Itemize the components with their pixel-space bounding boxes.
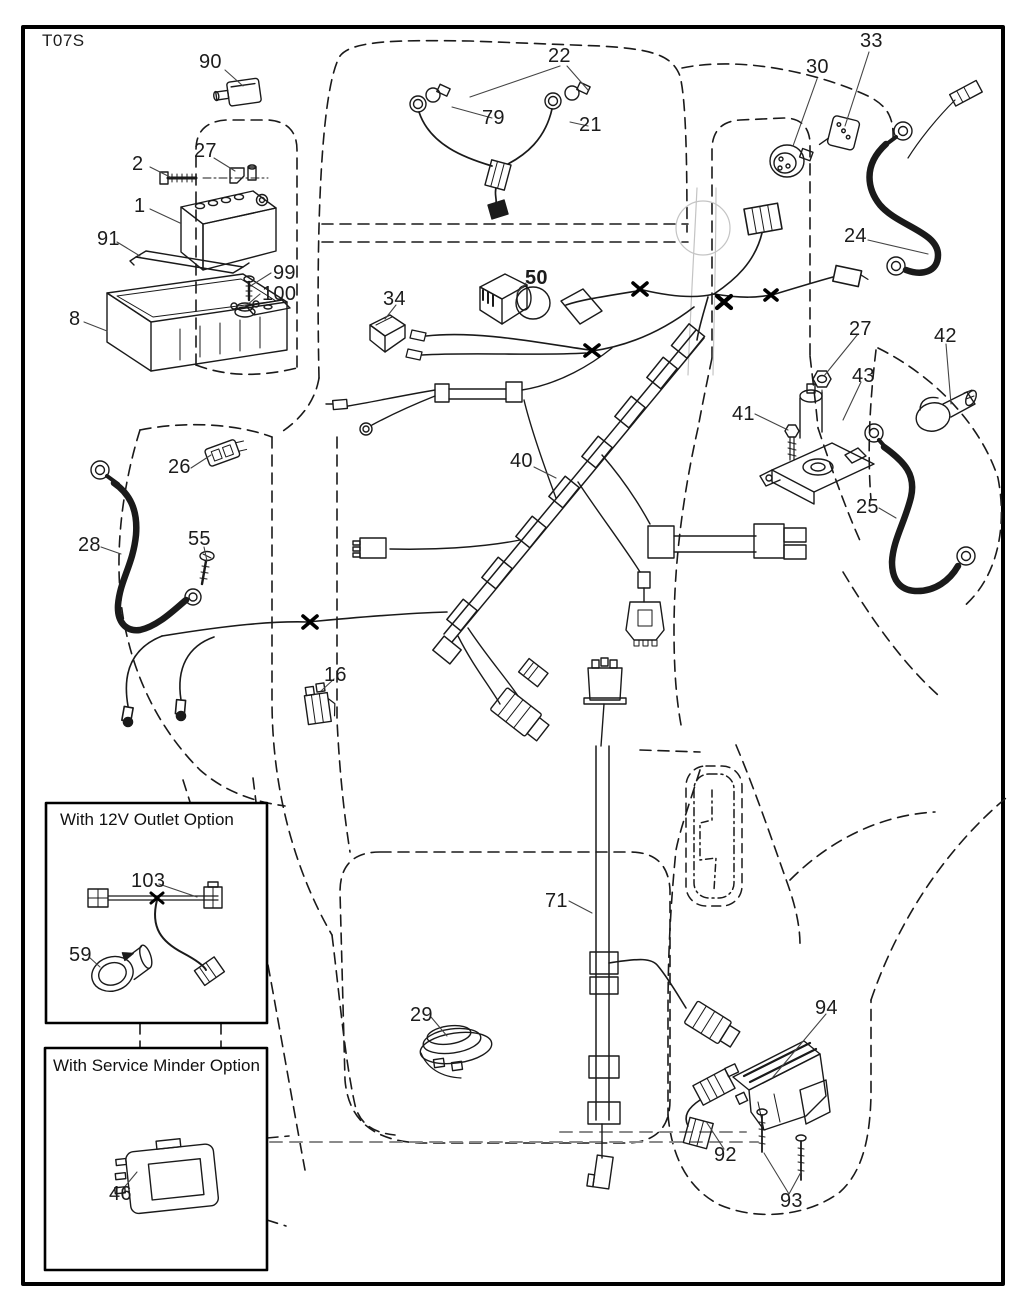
callout-8: 8	[69, 308, 81, 330]
callout-94: 94	[815, 997, 838, 1019]
callout-92: 92	[714, 1144, 737, 1166]
callout-27b: 27	[849, 318, 872, 340]
inset-12v-box	[46, 803, 267, 1023]
page-border-frame	[23, 27, 1003, 1284]
callout-22: 22	[548, 45, 571, 67]
callout-42: 42	[934, 325, 957, 347]
inset-service-minder-box	[45, 1048, 267, 1270]
callout-34: 34	[383, 288, 406, 310]
ground-cable-25	[865, 424, 975, 591]
callout-28: 28	[78, 534, 101, 556]
inset-service-minder-title: With Service Minder Option	[53, 1056, 260, 1075]
ignition-switch	[770, 145, 813, 177]
callout-90: 90	[199, 51, 222, 73]
connector-92	[683, 1069, 735, 1149]
callout-71: 71	[545, 890, 568, 912]
fuse-26	[204, 436, 248, 467]
left-branch-wires	[122, 612, 447, 727]
callout-24: 24	[844, 225, 867, 247]
splice-x-marks	[151, 283, 777, 903]
callout-1: 1	[134, 195, 146, 217]
inset-12v-title: With 12V Outlet Option	[60, 810, 234, 829]
screws-93	[757, 1109, 806, 1180]
callout-93: 93	[780, 1190, 803, 1212]
callout-46: 46	[109, 1183, 132, 1205]
battery-group	[107, 78, 290, 371]
callout-50: 50	[525, 267, 548, 289]
outlet-59	[87, 944, 158, 997]
key-module-33	[820, 113, 861, 152]
callout-27a: 27	[194, 140, 217, 162]
callout-43: 43	[852, 365, 875, 387]
callout-29: 29	[410, 1004, 433, 1026]
hour-meter-29	[418, 1023, 493, 1078]
callout-59: 59	[69, 944, 92, 966]
callout-26: 26	[168, 456, 191, 478]
harness-71	[584, 658, 742, 1189]
callout-79: 79	[482, 107, 505, 129]
main-harness-40	[326, 324, 806, 744]
callout-99: 99	[273, 262, 296, 284]
callout-100: 100	[262, 283, 297, 305]
callout-2: 2	[132, 153, 144, 175]
connector-90	[212, 78, 261, 108]
callout-16: 16	[324, 664, 347, 686]
drawing-code: T07S	[42, 31, 85, 50]
callout-30: 30	[806, 56, 829, 78]
callout-40: 40	[510, 450, 533, 472]
module-94	[725, 1041, 830, 1130]
callout-41: 41	[732, 403, 755, 425]
callout-33: 33	[860, 30, 883, 52]
callout-25: 25	[856, 496, 879, 518]
steering-column-ghost	[676, 188, 730, 375]
mounting-plate	[561, 289, 602, 324]
screw-55	[200, 552, 214, 585]
callout-55: 55	[188, 528, 211, 550]
callout-21: 21	[579, 114, 602, 136]
callout-91: 91	[97, 228, 120, 250]
ground-cable-28	[91, 461, 201, 630]
headlight-harness	[410, 82, 590, 219]
interlock-switch-16	[303, 682, 337, 725]
battery-cable-24	[870, 80, 983, 275]
upper-wire-cluster	[406, 203, 869, 360]
switch-34	[370, 315, 405, 352]
callout-103: 103	[131, 870, 166, 892]
